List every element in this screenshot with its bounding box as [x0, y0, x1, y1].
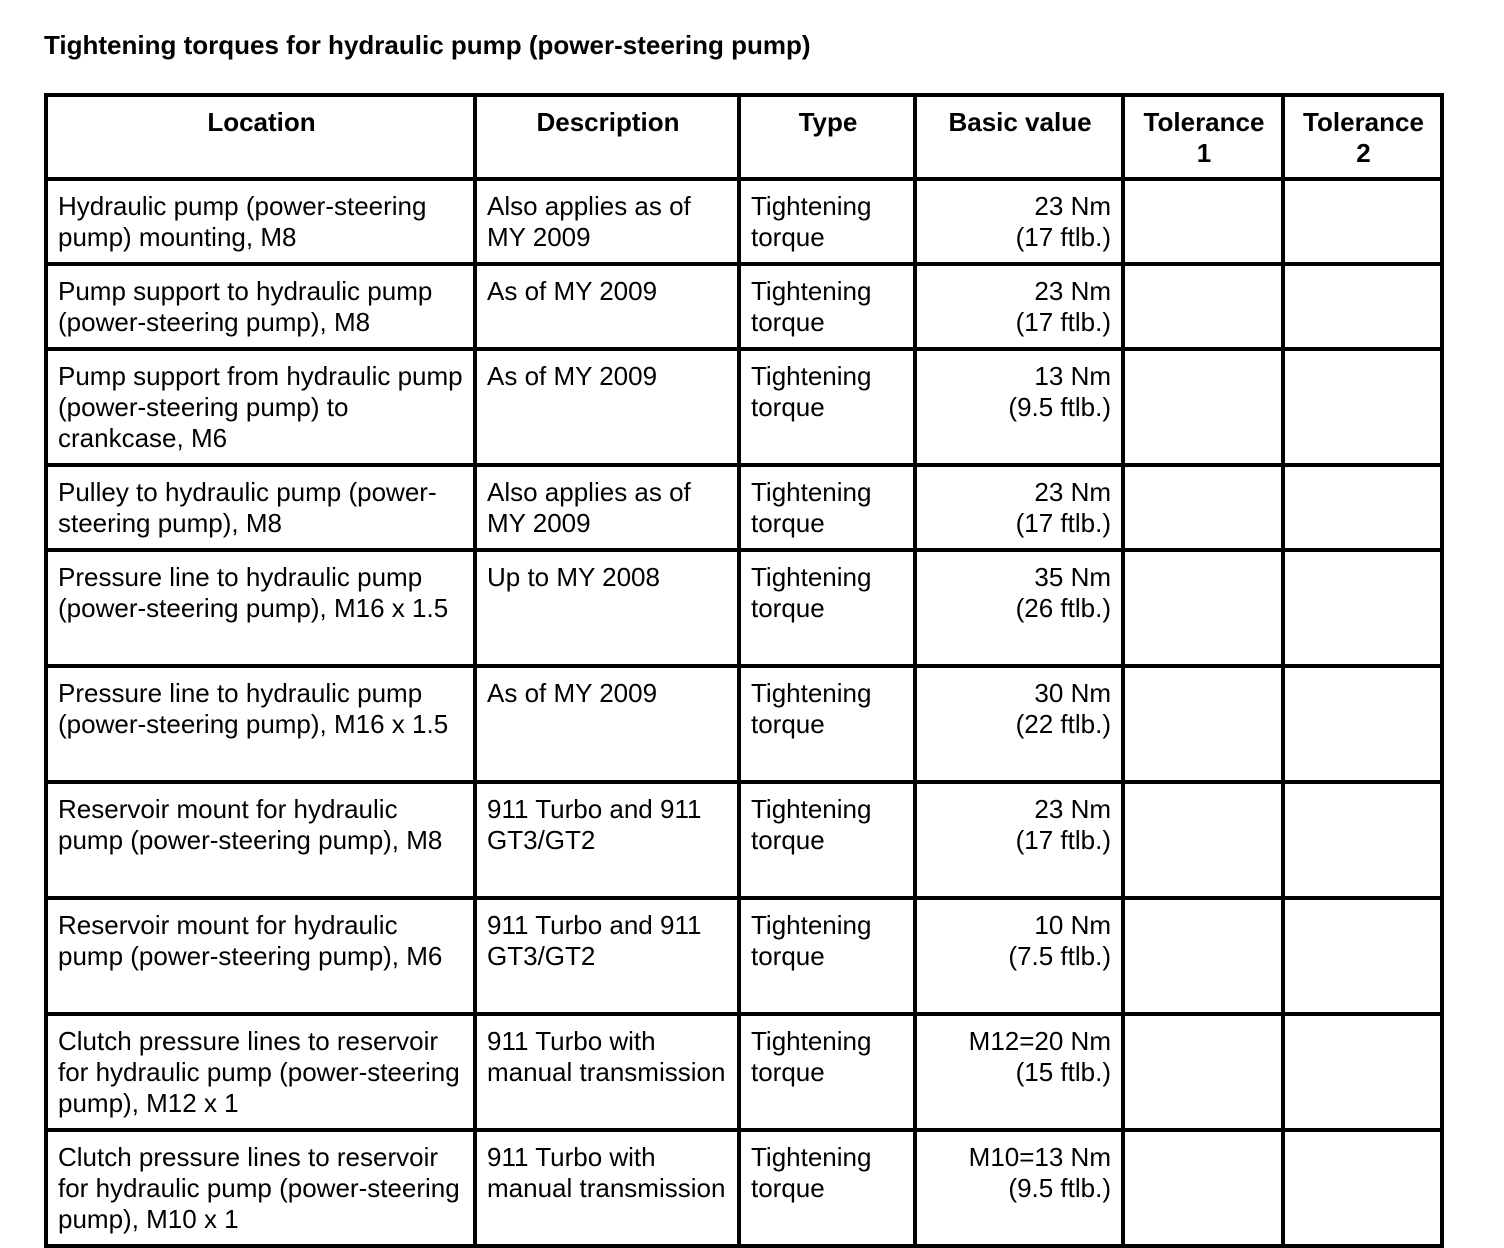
header-location: Location: [46, 95, 475, 179]
cell-tolerance-2: [1283, 550, 1442, 666]
table-row: [46, 666, 1442, 782]
header-tolerance-2: Tolerance 2: [1283, 95, 1442, 179]
cell-tolerance-2: [1283, 898, 1442, 1014]
cell-tolerance-2: [1283, 666, 1442, 782]
table-row: [46, 898, 1442, 1014]
cell-tolerance-2: [1283, 782, 1442, 898]
cell-description: As of MY 2009: [475, 666, 739, 782]
torque-table: [44, 93, 1444, 1248]
cell-location: Pressure line to hydraulic pump (power-steering pump), M16 x 1.5: [46, 550, 475, 666]
table-row: [46, 179, 1442, 264]
cell-location: Pressure line to hydraulic pump (power-steering pump), M16 x 1.5: [46, 666, 475, 782]
cell-description: Up to MY 2008: [475, 550, 739, 666]
cell-basic-value: M10=13 Nm (9.5 ftlb.): [915, 1130, 1123, 1246]
cell-type: Tightening torque: [739, 1014, 915, 1130]
cell-tolerance-1: [1123, 1130, 1283, 1246]
cell-description: As of MY 2009: [475, 264, 739, 349]
cell-location: Pump support to hydraulic pump (power-steering pump), M8: [46, 264, 475, 349]
cell-type: Tightening torque: [739, 264, 915, 349]
cell-type: Tightening torque: [739, 782, 915, 898]
cell-basic-value: 35 Nm (26 ftlb.): [915, 550, 1123, 666]
cell-location: Pump support from hydraulic pump (power-steering pump) to crankcase, M6: [46, 349, 475, 465]
header-tolerance-1: Tolerance 1: [1123, 95, 1283, 179]
cell-tolerance-2: [1283, 264, 1442, 349]
cell-basic-value: 10 Nm (7.5 ftlb.): [915, 898, 1123, 1014]
cell-type: Tightening torque: [739, 465, 915, 550]
cell-location: Clutch pressure lines to reservoir for hydraulic pump (power-steering pump), M10 x 1: [46, 1130, 475, 1246]
cell-tolerance-1: [1123, 179, 1283, 264]
cell-description: As of MY 2009: [475, 349, 739, 465]
cell-location: Reservoir mount for hydraulic pump (power-steering pump), M6: [46, 898, 475, 1014]
cell-description: 911 Turbo and 911 GT3/GT2: [475, 782, 739, 898]
cell-tolerance-2: [1283, 465, 1442, 550]
cell-tolerance-1: [1123, 264, 1283, 349]
table-row: [46, 264, 1442, 349]
cell-basic-value: 30 Nm (22 ftlb.): [915, 666, 1123, 782]
cell-basic-value: M12=20 Nm (15 ftlb.): [915, 1014, 1123, 1130]
cell-basic-value: 13 Nm (9.5 ftlb.): [915, 349, 1123, 465]
cell-type: Tightening torque: [739, 349, 915, 465]
table-row: [46, 550, 1442, 666]
cell-tolerance-2: [1283, 179, 1442, 264]
cell-type: Tightening torque: [739, 1130, 915, 1246]
header-description: Description: [475, 95, 739, 179]
cell-description: Also applies as of MY 2009: [475, 179, 739, 264]
cell-type: Tightening torque: [739, 550, 915, 666]
table-row: [46, 782, 1442, 898]
cell-tolerance-1: [1123, 666, 1283, 782]
cell-tolerance-2: [1283, 1130, 1442, 1246]
cell-tolerance-2: [1283, 1014, 1442, 1130]
cell-location: Pulley to hydraulic pump (power-steering pump), M8: [46, 465, 475, 550]
cell-type: Tightening torque: [739, 666, 915, 782]
cell-tolerance-1: [1123, 465, 1283, 550]
page-title: Tightening torques for hydraulic pump (power-steering pump): [44, 30, 811, 60]
header-type: Type: [739, 95, 915, 179]
cell-tolerance-1: [1123, 349, 1283, 465]
cell-basic-value: 23 Nm (17 ftlb.): [915, 782, 1123, 898]
cell-tolerance-2: [1283, 349, 1442, 465]
table-row: [46, 1130, 1442, 1246]
cell-type: Tightening torque: [739, 898, 915, 1014]
cell-description: 911 Turbo and 911 GT3/GT2: [475, 898, 739, 1014]
cell-location: Clutch pressure lines to reservoir for hydraulic pump (power-steering pump), M12 x 1: [46, 1014, 475, 1130]
cell-description: 911 Turbo with manual transmission: [475, 1130, 739, 1246]
cell-basic-value: 23 Nm (17 ftlb.): [915, 264, 1123, 349]
cell-location: Reservoir mount for hydraulic pump (power-steering pump), M8: [46, 782, 475, 898]
cell-description: Also applies as of MY 2009: [475, 465, 739, 550]
cell-tolerance-1: [1123, 898, 1283, 1014]
cell-basic-value: 23 Nm (17 ftlb.): [915, 179, 1123, 264]
cell-description: 911 Turbo with manual transmission: [475, 1014, 739, 1130]
cell-tolerance-1: [1123, 782, 1283, 898]
table-header-row: [46, 95, 1442, 179]
cell-tolerance-1: [1123, 1014, 1283, 1130]
table-row: [46, 349, 1442, 465]
table-row: [46, 465, 1442, 550]
table-row: [46, 1014, 1442, 1130]
cell-location: Hydraulic pump (power-steering pump) mounting, M8: [46, 179, 475, 264]
cell-type: Tightening torque: [739, 179, 915, 264]
cell-tolerance-1: [1123, 550, 1283, 666]
header-basic-value: Basic value: [915, 95, 1123, 179]
cell-basic-value: 23 Nm (17 ftlb.): [915, 465, 1123, 550]
